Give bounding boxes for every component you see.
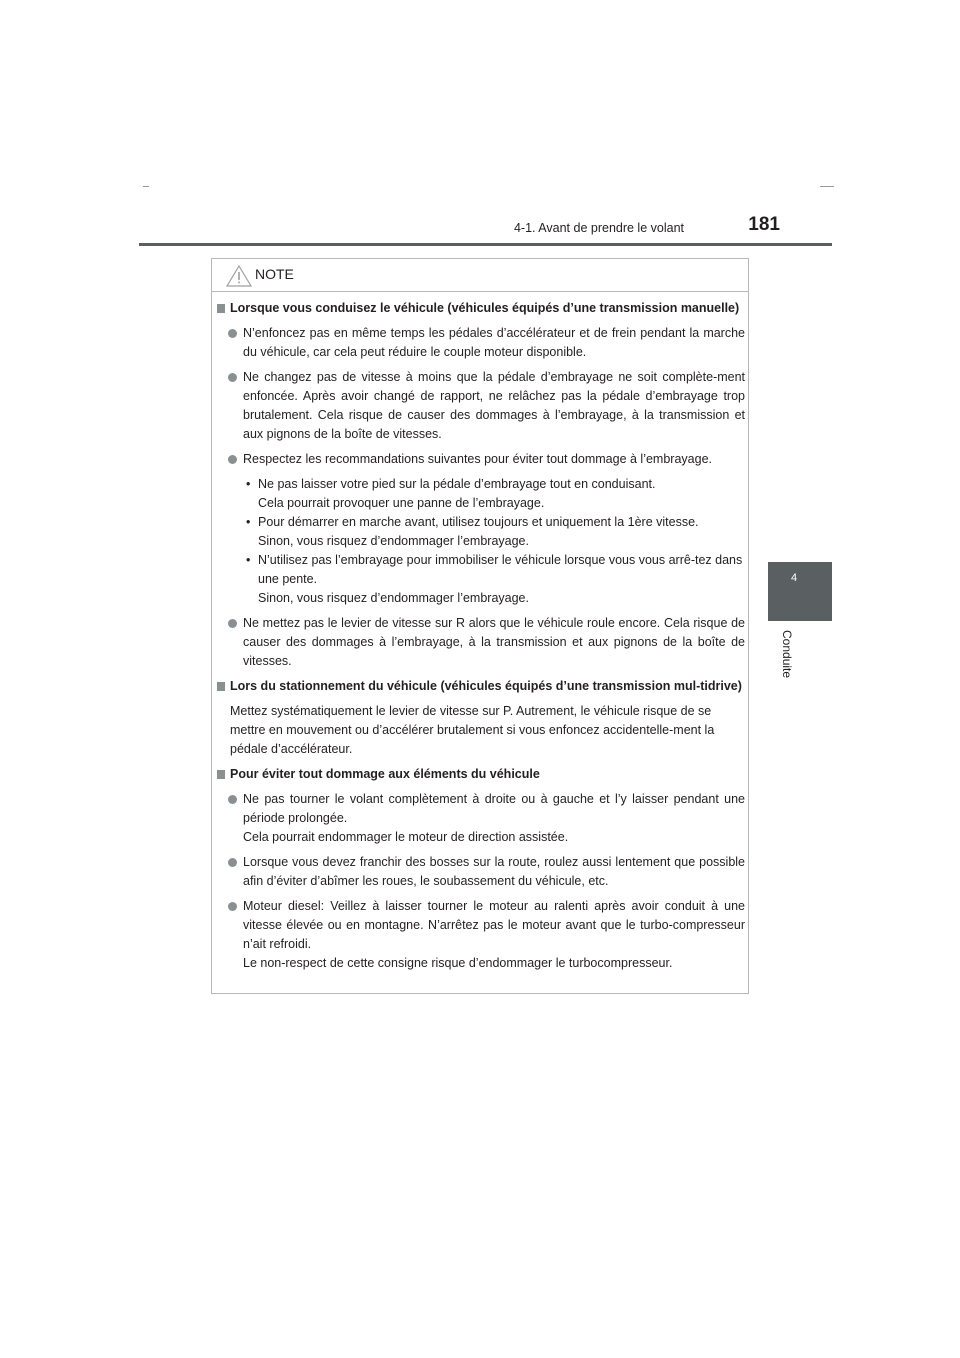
header-section-title: 4-1. Avant de prendre le volant [513,221,684,235]
bullet-item: Moteur diesel: Veillez à laisser tourner le moteur au ralenti après avoir conduit à une vitesse élevée ou en montagne. N’arrêtez pas le moteur avant que le turbo-compresseur n’ait refroidi. [216,897,745,954]
sub-item: • Ne pas laisser votre pied sur la pédale d’embrayage tout en conduisant. [216,475,745,494]
crop-mark-right [820,186,834,187]
note-box [211,258,749,994]
note-header [212,259,748,292]
sub-item-continuation: Cela pourrait provoquer une panne de l’embrayage. [258,496,545,510]
warning-triangle-icon [226,265,252,287]
bullet-item: N’enfoncez pas en même temps les pédales d’accélérateur et de frein pendant la marche du véhicule, car cela peut réduire le couple moteur disponible. [216,324,745,362]
page-number: 181 [748,214,780,235]
paragraph: Mettez systématiquement le levier de vitesse sur P. Autrement, le véhicule risque de se mettre en mouvement ou d’accélérer brutalement si vous enfoncez accidentelle-ment la pédale d’accélérateur. [230,704,715,756]
bullet-item: Respectez les recommandations suivantes pour éviter tout dommage à l’embrayage. [216,450,745,469]
note-body [216,299,745,973]
chapter-tab [768,562,832,621]
bullet-continuation: Cela pourrait endommager le moteur de direction assistée. [243,830,569,844]
section-heading-manual: Lorsque vous conduisez le véhicule (véhicules équipés d’une transmission manuelle) [216,299,745,318]
chapter-number: 4 [791,572,798,584]
bullet-item: Lorsque vous devez franchir des bosses sur la route, roulez aussi lentement que possible afin d’éviter d’abîmer les roues, le soubassement du véhicule, etc. [216,853,745,891]
crop-mark-left [143,186,149,187]
bullet-item: Ne changez pas de vitesse à moins que la pédale d’embrayage ne soit complète-ment enfoncée. Après avoir changé de rapport, ne relâchez pas la pédale d’embrayage trop brutalement. Cela risque de causer des dommages à l’embrayage, à la transmission et aux pignons de la boîte de vitesses. [216,368,745,444]
sub-item-continuation: Sinon, vous risquez d’endommager l’embrayage. [258,534,529,548]
bullet-continuation: Le non-respect de cette consigne risque d’endommager le turbocompresseur. [243,956,673,970]
chapter-label: Conduite [780,630,794,679]
chapter-label-container [780,630,800,710]
bullet-item: Ne pas tourner le volant complètement à droite ou à gauche et l’y laisser pendant une période prolongée. [216,790,745,828]
sub-item: • Pour démarrer en marche avant, utilisez toujours et uniquement la 1ère vitesse. [216,513,745,532]
bullet-item: Ne mettez pas le levier de vitesse sur R alors que le véhicule roule encore. Cela risque de causer des dommages à l’embrayage, à la transmission et aux pignons de la boîte de vitesses. [216,614,745,671]
header-rule [139,243,832,246]
section-heading-parking: Lors du stationnement du véhicule (véhicules équipés d’une transmission mul-tidrive) [216,677,745,696]
note-title: NOTE [255,266,294,282]
sub-list [216,475,745,608]
section-heading-damage: Pour éviter tout dommage aux éléments du véhicule [216,765,745,784]
sub-item-continuation: Sinon, vous risquez d’endommager l’embrayage. [258,591,529,605]
sub-item: • N’utilisez pas l’embrayage pour immobiliser le véhicule lorsque vous vous arrê-tez dans une pente. [216,551,745,589]
